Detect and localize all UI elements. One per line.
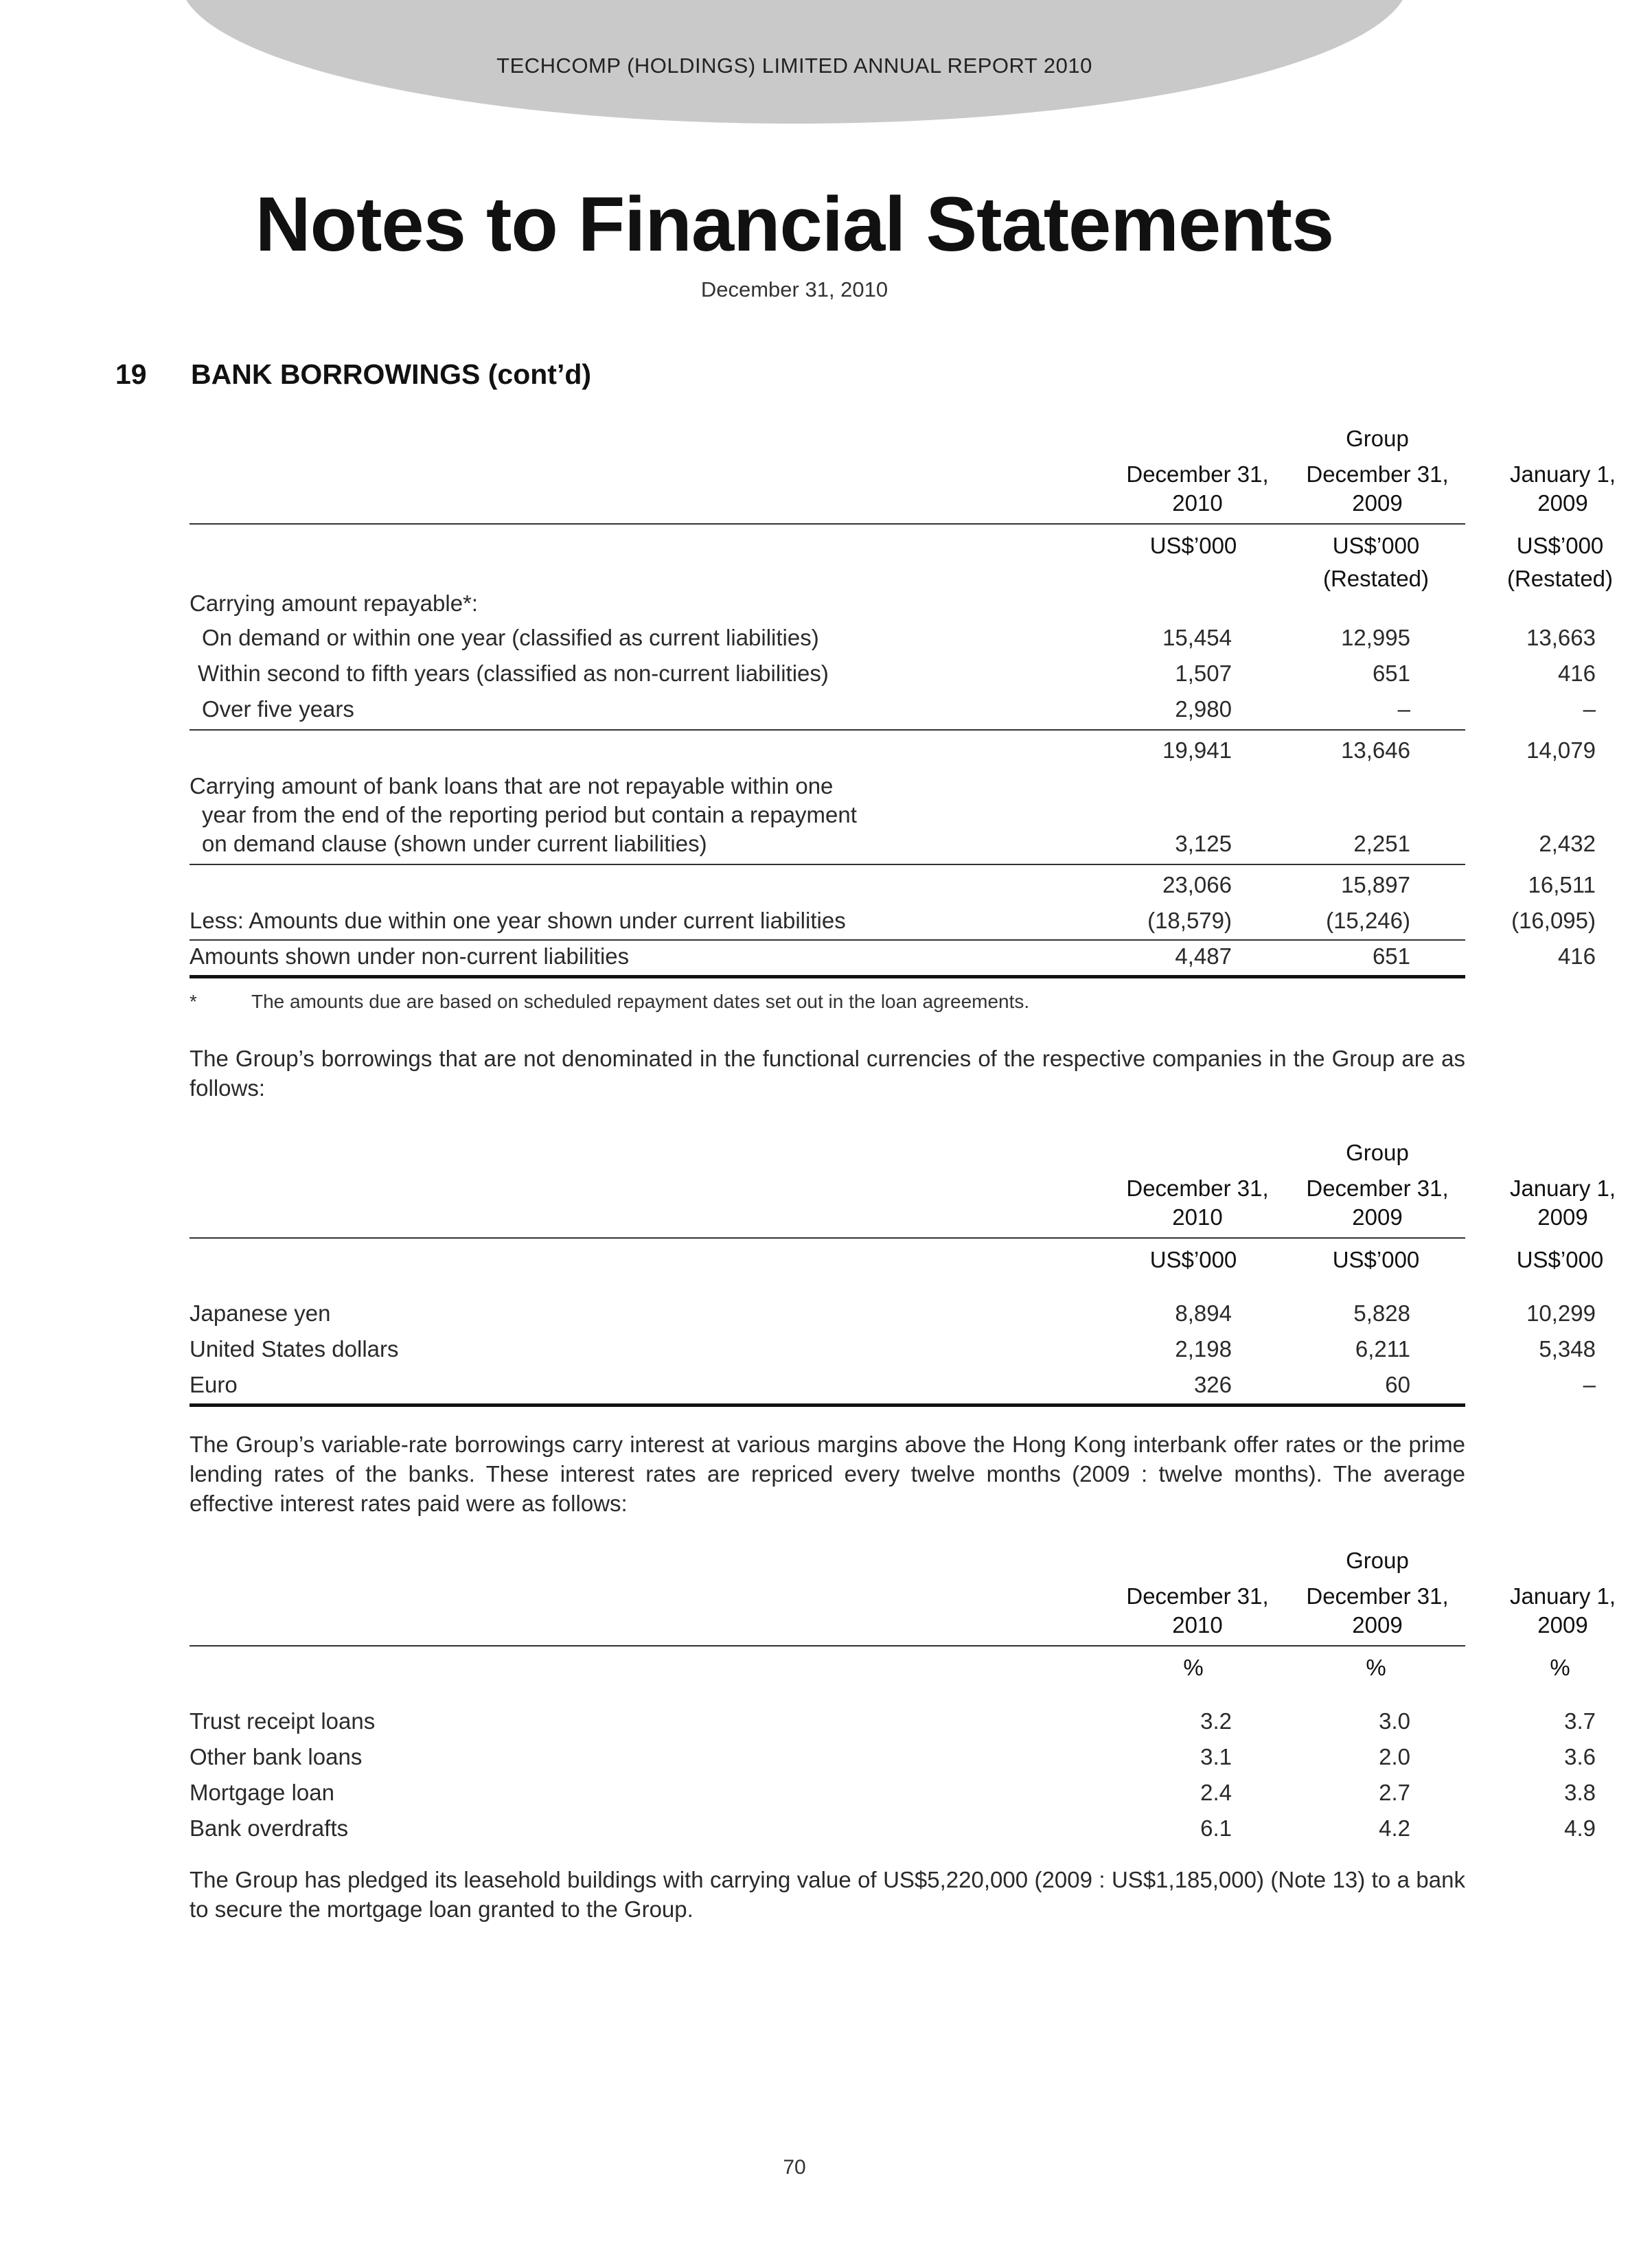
divider bbox=[190, 1237, 1465, 1239]
subtotal-row: 23,066 15,897 16,511 bbox=[1162, 872, 1596, 897]
table-row: Within second to fifth years (classified as non-current liabilities) 1,507 651 416 bbox=[198, 661, 1596, 686]
col-header: December 31, bbox=[1306, 1583, 1449, 1609]
unit-label: % bbox=[1366, 1655, 1386, 1680]
unit-label: US$’000 bbox=[1332, 1247, 1420, 1272]
unit-label: US$’000 bbox=[1149, 1247, 1237, 1272]
table-row: on demand clause (shown under current liabilities) 3,125 2,251 2,432 bbox=[202, 831, 1596, 856]
restated-label: (Restated) bbox=[1506, 566, 1614, 591]
restated-label: (Restated) bbox=[1322, 566, 1430, 591]
col-header: 2009 bbox=[1352, 1204, 1403, 1230]
section-title: BANK BORROWINGS (cont’d) bbox=[191, 358, 592, 390]
unit-label: % bbox=[1183, 1655, 1204, 1680]
paragraph: The Group has pledged its leasehold buildings with carrying value of US$5,220,000 (2009 : US$1,185,000) (Note 13) to a bank to secure the mortgage loan granted to the Group. bbox=[190, 1867, 1465, 1922]
table-row: Amounts shown under non-current liabilities 4,487 651 416 bbox=[190, 943, 1596, 969]
table-row: United States dollars 2,198 6,211 5,348 bbox=[190, 1336, 1596, 1362]
col-header: 2009 bbox=[1537, 1204, 1588, 1230]
divider bbox=[190, 523, 1465, 525]
unit-label: US$’000 bbox=[1332, 533, 1420, 558]
col-header: 2009 bbox=[1537, 490, 1588, 516]
col-header: December 31, bbox=[1126, 1583, 1269, 1609]
footnote-marker: * bbox=[190, 991, 197, 1012]
page-number: 70 bbox=[783, 2156, 806, 2179]
group-label: Group bbox=[1346, 1548, 1409, 1573]
col-header: January 1, bbox=[1509, 1583, 1616, 1609]
table-row: Trust receipt loans 3.2 3.0 3.7 bbox=[190, 1708, 1596, 1734]
table-row: Bank overdrafts 6.1 4.2 4.9 bbox=[190, 1815, 1596, 1841]
divider bbox=[190, 939, 1465, 941]
group-label: Group bbox=[1346, 426, 1409, 451]
table-row: On demand or within one year (classified as current liabilities) 15,454 12,995 13,663 bbox=[202, 625, 1596, 650]
subtotal-row: 19,941 13,646 14,079 bbox=[1162, 737, 1596, 763]
unit-label: US$’000 bbox=[1516, 1247, 1604, 1272]
section-label: Carrying amount repayable*: bbox=[190, 590, 479, 616]
footnote-text: The amounts due are based on scheduled repayment dates set out in the loan agreements. bbox=[251, 991, 1030, 1012]
col-header: 2009 bbox=[1352, 1612, 1403, 1638]
table-row: Euro 326 60 – bbox=[190, 1372, 1596, 1397]
col-header: December 31, bbox=[1126, 461, 1269, 487]
col-header: 2010 bbox=[1172, 1204, 1223, 1230]
col-header: 2009 bbox=[1352, 490, 1403, 516]
paragraph: The Group’s variable-rate borrowings carry interest at various margins above the Hong Kong interbank offer rates or the prime lending rates of the banks. These interest rates are repriced every twelve months (2009 : twelve months). The average effective interest rates paid were as follows: bbox=[190, 1432, 1465, 1516]
unit-label: % bbox=[1550, 1655, 1570, 1680]
report-header: TECHCOMP (HOLDINGS) LIMITED ANNUAL REPORT 2010 bbox=[496, 54, 1092, 78]
table-row: Other bank loans 3.1 2.0 3.6 bbox=[190, 1744, 1596, 1769]
unit-label: US$’000 bbox=[1149, 533, 1237, 558]
col-header: December 31, bbox=[1306, 1175, 1449, 1201]
page-title: Notes to Financial Statements bbox=[255, 181, 1334, 267]
page-date: December 31, 2010 bbox=[700, 277, 888, 301]
group-label: Group bbox=[1346, 1140, 1409, 1165]
col-header: December 31, bbox=[1306, 461, 1449, 487]
col-header: 2009 bbox=[1537, 1612, 1588, 1638]
section-number: 19 bbox=[115, 358, 147, 390]
demand-clause-label: Carrying amount of bank loans that are not repayable within one bbox=[190, 773, 834, 799]
total-divider bbox=[190, 1403, 1465, 1407]
col-header: 2010 bbox=[1172, 1612, 1223, 1638]
table-row: Japanese yen 8,894 5,828 10,299 bbox=[190, 1300, 1596, 1326]
col-header: January 1, bbox=[1509, 461, 1616, 487]
table-row: Over five years 2,980 – – bbox=[202, 696, 1596, 722]
divider bbox=[190, 1645, 1465, 1647]
divider bbox=[190, 864, 1465, 865]
col-header: December 31, bbox=[1126, 1175, 1269, 1201]
paragraph: The Group’s borrowings that are not denominated in the functional currencies of the respective companies in the Group are as follows: bbox=[190, 1046, 1465, 1101]
col-header: 2010 bbox=[1172, 490, 1223, 516]
table-row: Mortgage loan 2.4 2.7 3.8 bbox=[190, 1780, 1596, 1805]
unit-label: US$’000 bbox=[1516, 533, 1604, 558]
table-row: Less: Amounts due within one year shown under current liabilities (18,579) (15,246) (16,095) bbox=[190, 908, 1596, 933]
divider bbox=[190, 729, 1465, 731]
total-divider bbox=[190, 975, 1465, 978]
col-header: January 1, bbox=[1509, 1175, 1616, 1201]
